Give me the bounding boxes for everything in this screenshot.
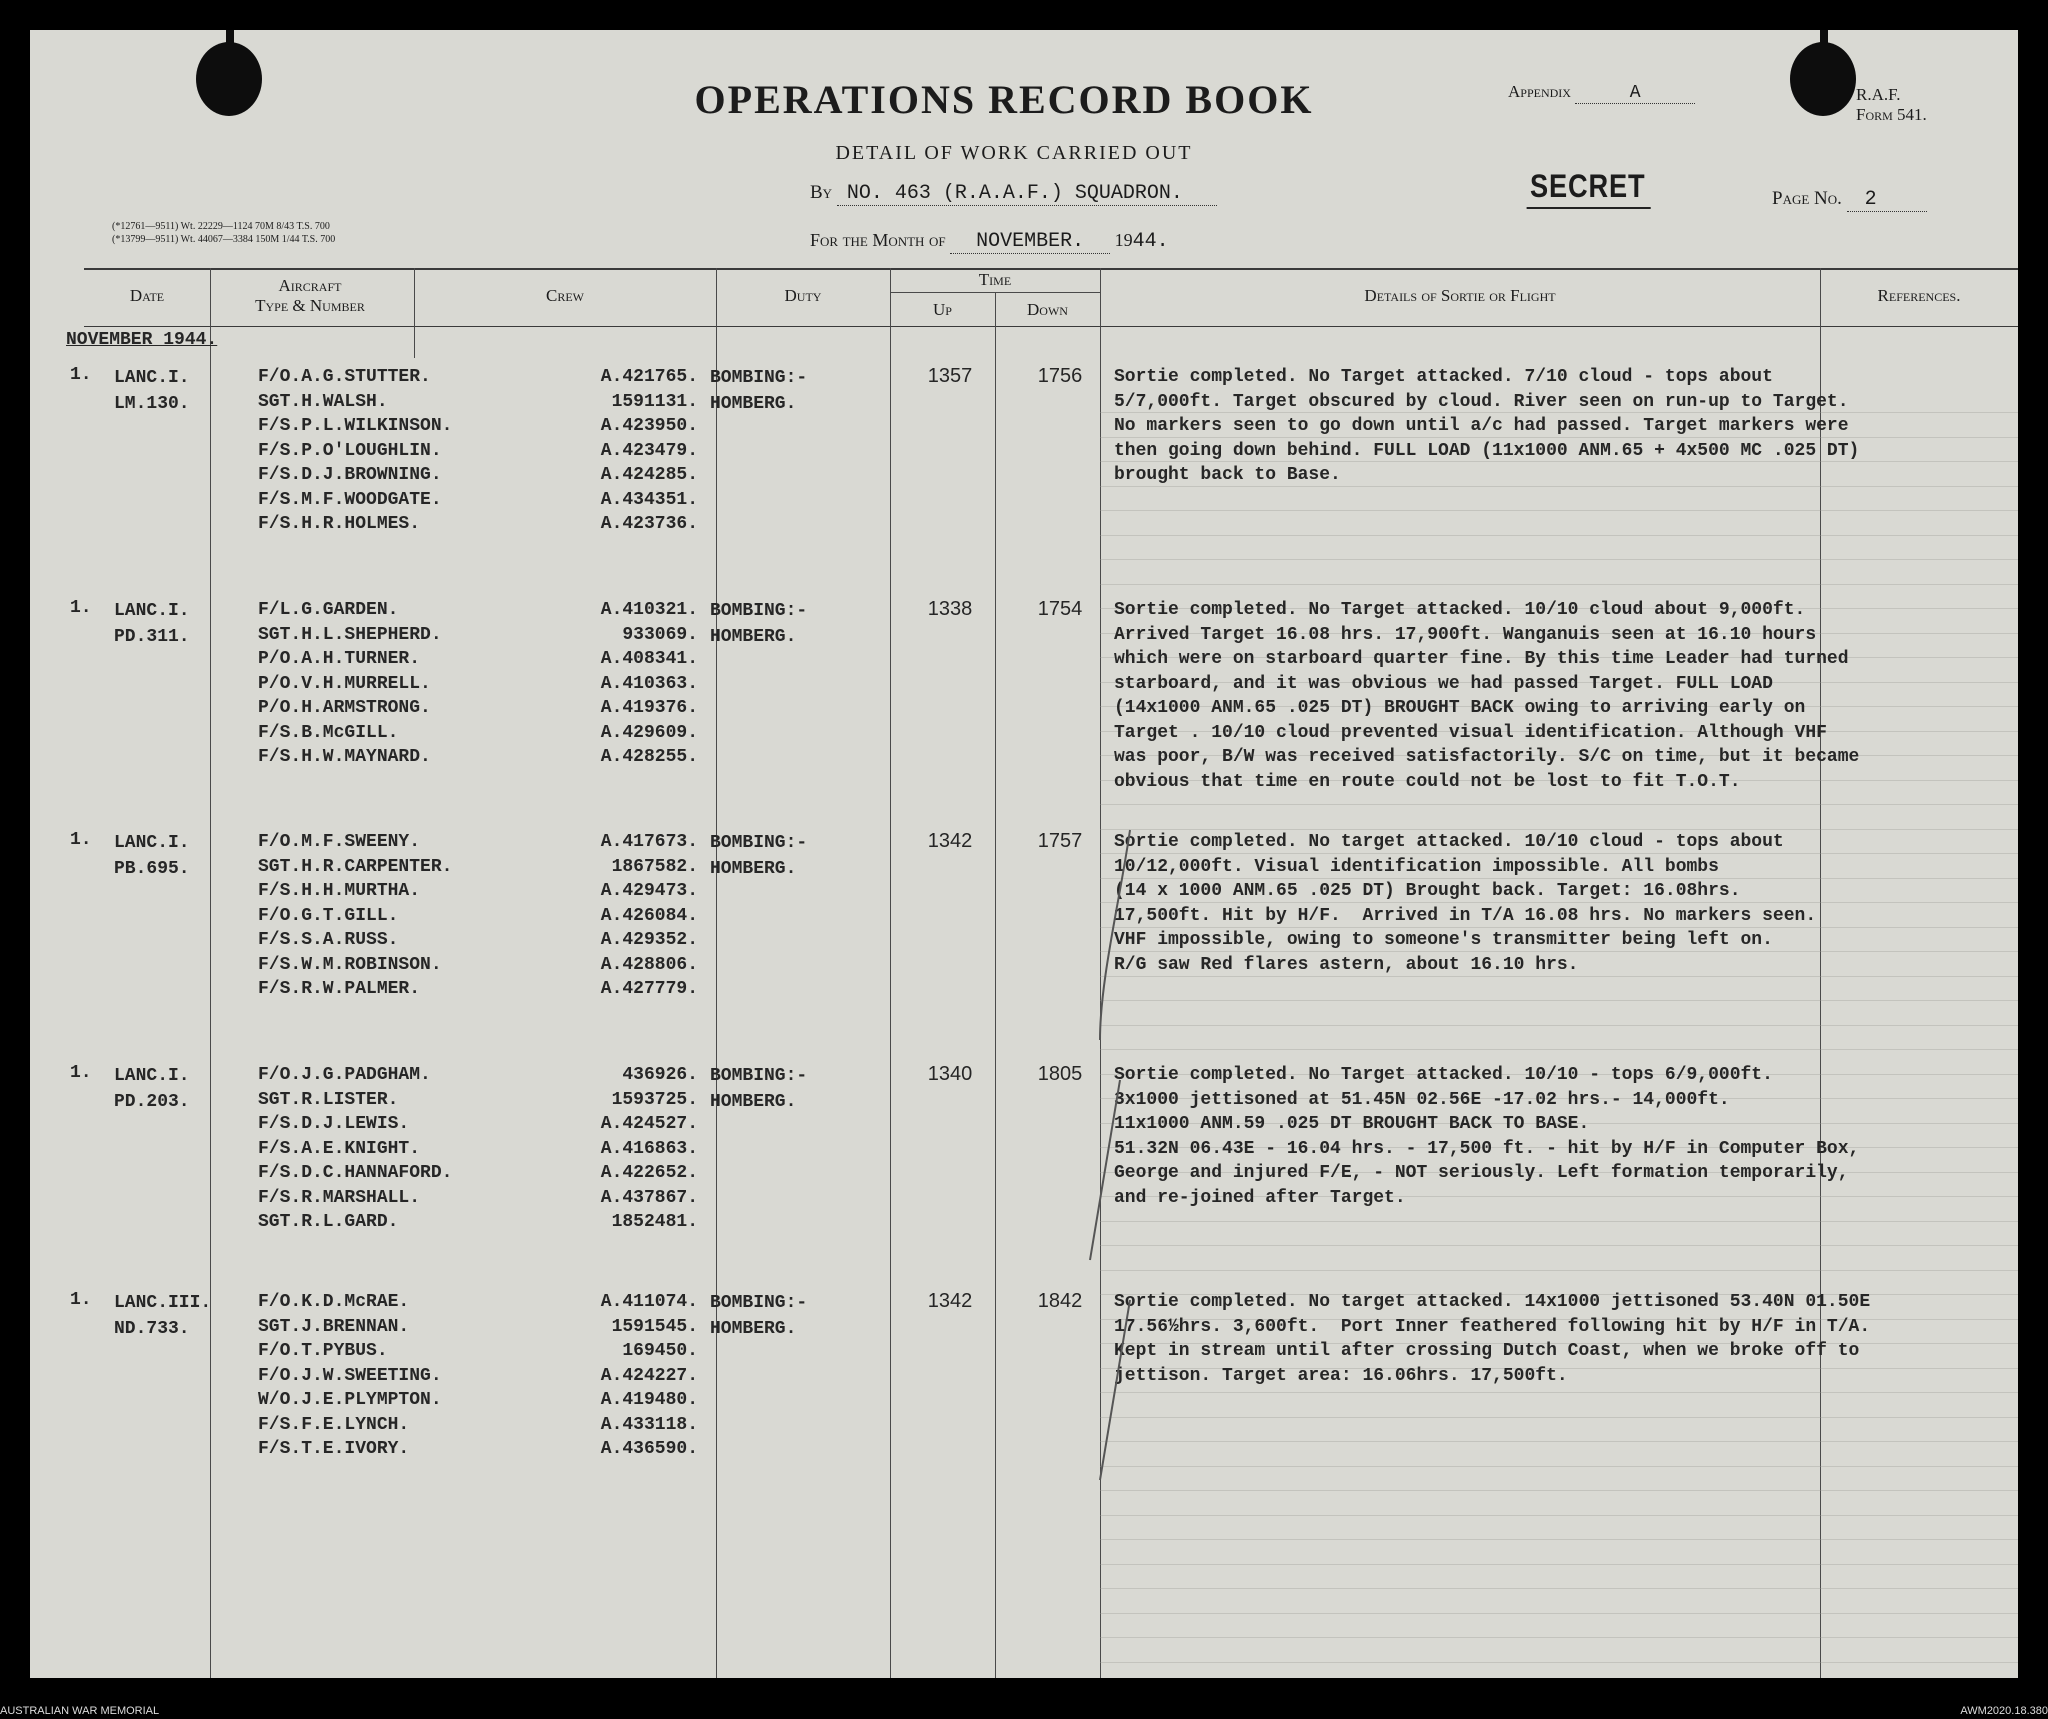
sortie-duty <box>710 598 807 650</box>
time-subheader-rule <box>890 292 1100 293</box>
aircraft-number: PD.311. <box>114 627 190 647</box>
crew-number: 1591131. <box>611 391 698 412</box>
crew-member <box>258 1413 698 1438</box>
crew-name: F/O.K.D.McRAE. <box>258 1292 410 1312</box>
sortie-details: Sortie completed. No Target attacked. 10/10 cloud about 9,000ft. Arrived Target 16.08 hrs. 17,900ft. Wanganuis seen at 16.10 hours which were on starboard quarter fine. By this time Leader had turned starboard, and it was obvious we had passed Target. FULL LOAD (14x1000 ANM.65 .025 DT) BROUGHT BACK owing to arriving early on Target . 10/10 cloud prevented visual identification. Although VHF was poor, B/W was received satisfactorily. S/C on time, but it became obvious that time en route could not be lost to fit T.O.T. <box>1114 600 1860 792</box>
crew-number: A.424527. <box>600 1114 698 1134</box>
ruled-line <box>1100 1049 2018 1050</box>
ruled-line <box>1100 1466 2018 1467</box>
crew-name: P/O.A.H.TURNER. <box>258 649 421 669</box>
form-line-1: R.A.F. <box>1856 85 1901 104</box>
crew-number: A.434351. <box>600 489 698 510</box>
crew-number: A.428255. <box>600 747 698 767</box>
ruled-line <box>1100 804 2018 805</box>
crew-name: F/O.A.G.STUTTER. <box>258 367 431 387</box>
aircraft-header-line-1: Aircraft <box>278 276 342 295</box>
page-number-field <box>1772 188 1927 212</box>
aircraft-number: LM.130. <box>114 394 190 414</box>
crew-name: F/S.H.W.MAYNARD. <box>258 747 431 767</box>
ruled-line <box>1100 1245 2018 1246</box>
crew-member <box>258 953 698 978</box>
crew-member <box>258 1063 698 1088</box>
sortie-time-up: 1338 <box>927 598 973 620</box>
crew-member <box>258 721 698 746</box>
sortie-time-down: 1754 <box>1037 598 1083 620</box>
crew-member <box>258 463 698 488</box>
crew-name: F/S.S.A.RUSS. <box>258 930 399 950</box>
duty-line-2: HOMBERG. <box>710 1092 797 1112</box>
aircraft-type: LANC.I. <box>114 833 190 853</box>
crew-number: A.416863. <box>600 1138 698 1159</box>
crew-name: F/O.G.T.GILL. <box>258 905 399 926</box>
aircraft-number: ND.733. <box>114 1319 190 1339</box>
crew-member <box>258 1186 698 1211</box>
header-bottom-rule <box>84 326 2018 327</box>
print-reference <box>112 220 335 246</box>
column-header-crew: Crew <box>546 286 584 305</box>
form-reference <box>1856 85 1927 125</box>
sortie-crew <box>258 365 698 537</box>
crew-name: F/S.F.E.LYNCH. <box>258 1414 410 1435</box>
crew-number: A.410321. <box>600 600 698 620</box>
ruled-line <box>1100 1441 2018 1442</box>
duty-line-1: BOMBING:- <box>710 1066 808 1086</box>
sortie-time-down: 1805 <box>1037 1063 1083 1085</box>
page-subtitle: DETAIL OF WORK CARRIED OUT <box>835 142 1193 164</box>
crew-member <box>258 904 698 929</box>
appendix-label: Appendix <box>1508 82 1571 101</box>
sortie-date: 1. <box>70 365 92 385</box>
crew-name: F/S.P.L.WILKINSON. <box>258 416 453 436</box>
aircraft-header-line-2: Type & Number <box>255 296 365 315</box>
crew-member <box>258 488 698 513</box>
column-header-references: References. <box>1877 286 1961 305</box>
sortie-time-up: 1342 <box>927 1290 973 1312</box>
aircraft-type: LANC.I. <box>114 1066 190 1086</box>
pencil-annotation <box>1070 820 1150 1670</box>
sortie-date: 1. <box>70 830 92 850</box>
column-header-up: Up <box>933 300 952 319</box>
crew-member <box>258 855 698 880</box>
duty-line-2: HOMBERG. <box>710 627 797 647</box>
crew-number: A.428806. <box>600 954 698 975</box>
crew-name: F/S.B.McGILL. <box>258 722 399 743</box>
crew-number: A.437867. <box>600 1187 698 1208</box>
crew-name: F/S.M.F.WOODGATE. <box>258 489 442 510</box>
ruled-line <box>1100 1564 2018 1565</box>
crew-number: A.422652. <box>600 1163 698 1183</box>
sortie-aircraft <box>114 598 190 650</box>
print-ref-2: (*13799—9511) Wt. 44067—3384 150M 1/44 T.S. 700 <box>112 234 336 245</box>
crew-name: SGT.R.L.GARD. <box>258 1212 399 1232</box>
crew-member <box>258 414 698 439</box>
page-title: OPERATIONS RECORD BOOK <box>694 77 1314 122</box>
col-divider-aircraft <box>414 268 415 358</box>
aircraft-number: PD.203. <box>114 1092 190 1112</box>
year-prefix: 19 <box>1114 230 1133 250</box>
crew-name: F/S.D.J.BROWNING. <box>258 465 442 485</box>
aircraft-type: LANC.I. <box>114 601 190 621</box>
col-divider-time <box>995 292 996 1678</box>
duty-line-2: HOMBERG. <box>710 859 797 879</box>
ruled-line <box>1100 1270 2018 1271</box>
crew-number: A.419480. <box>600 1390 698 1410</box>
sortie-time-up: 1340 <box>927 1063 973 1085</box>
crew-number: 1591545. <box>611 1316 698 1337</box>
ruled-line <box>1100 1588 2018 1589</box>
crew-member <box>258 1315 698 1340</box>
ruled-line <box>1100 1637 2018 1638</box>
crew-number: A.408341. <box>600 649 698 669</box>
crew-name: F/L.G.GARDEN. <box>258 600 399 620</box>
crew-number: A.426084. <box>600 905 698 926</box>
appendix-field <box>1508 82 1695 104</box>
crew-name: W/O.J.E.PLYMPTON. <box>258 1390 442 1410</box>
crew-name: SGT.R.LISTER. <box>258 1089 399 1110</box>
sortie-time-down: 1757 <box>1037 830 1083 852</box>
ruled-line <box>1100 1662 2018 1663</box>
sortie-details: Sortie completed. No target attacked. 14x1000 jettisoned 53.40N 01.50E 17.56½hrs. 3,600ft. Port Inner feathered following hit by H/F in T/A. Kept in stream until after crossing Dutch Coast, when we broke off to jettison. Target area: 16.06hrs. 17,500ft. <box>1114 1292 1871 1386</box>
crew-number: A.419376. <box>600 698 698 718</box>
crew-number: 1867582. <box>611 856 698 877</box>
ruled-line <box>1100 1221 2018 1222</box>
crew-number: 933069. <box>622 624 698 645</box>
crew-name: SGT.H.WALSH. <box>258 391 388 412</box>
duty-line-1: BOMBING:- <box>710 833 808 853</box>
archive-credit: AUSTRALIAN WAR MEMORIAL <box>0 1705 160 1717</box>
sortie-date: 1. <box>70 1290 92 1310</box>
crew-member <box>258 1112 698 1137</box>
column-header-duty: Duty <box>784 286 822 305</box>
form-line-2: Form 541. <box>1856 105 1927 124</box>
crew-member <box>258 928 698 953</box>
year-suffix: 44. <box>1132 230 1169 253</box>
ruled-line <box>1100 535 2018 536</box>
column-header-date: Date <box>129 286 165 305</box>
column-header-details: Details of Sortie or Flight <box>1364 286 1556 305</box>
crew-number: A.423479. <box>600 440 698 461</box>
crew-name: F/S.T.E.IVORY. <box>258 1439 410 1459</box>
ruled-line <box>1100 1000 2018 1001</box>
sortie-details: Sortie completed. No Target attacked. 7/10 cloud - tops about 5/7,000ft. Target obscured by cloud. River seen on run-up to Target. No markers seen to go down until a/c had passed. Target markers were then going down behind. FULL LOAD (11x1000 ANM.65 + 4x500 MC .025 DT) brought back to Base. <box>1114 367 1860 485</box>
crew-name: SGT.H.R.CARPENTER. <box>258 856 453 877</box>
sortie-time-down: 1756 <box>1037 365 1083 387</box>
crew-number: A.411074. <box>600 1292 698 1312</box>
record-sheet <box>30 30 2018 1678</box>
crew-member <box>258 696 698 721</box>
crew-number: A.427779. <box>600 979 698 999</box>
sortie-time-up: 1342 <box>927 830 973 852</box>
squadron-field <box>810 182 1217 206</box>
crew-member <box>258 830 698 855</box>
sortie-duty <box>710 1290 807 1342</box>
month-heading: NOVEMBER 1944. <box>66 330 218 350</box>
duty-line-2: HOMBERG. <box>710 394 797 414</box>
secret-stamp: SECRET <box>1530 168 1646 204</box>
crew-member <box>258 1290 698 1315</box>
crew-member <box>258 623 698 648</box>
page-number-value: 2 <box>1847 188 1927 212</box>
crew-name: F/S.R.W.PALMER. <box>258 979 421 999</box>
page-number-label: Page No. <box>1772 188 1842 209</box>
aircraft-type: LANC.I. <box>114 368 190 388</box>
sortie-aircraft <box>114 1290 211 1342</box>
crew-member <box>258 1437 698 1462</box>
crew-member <box>258 512 698 537</box>
crew-member <box>258 1210 698 1235</box>
crew-number: A.424285. <box>600 465 698 485</box>
crew-number: A.423736. <box>600 514 698 534</box>
ruled-line <box>1100 510 2018 511</box>
crew-member <box>258 977 698 1002</box>
ruled-line <box>1100 1392 2018 1393</box>
month-field <box>810 230 1169 254</box>
ruled-line <box>1100 1417 2018 1418</box>
crew-name: F/S.P.O'LOUGHLIN. <box>258 440 442 461</box>
ruled-line <box>1100 1539 2018 1540</box>
sortie-time-down: 1842 <box>1037 1290 1083 1312</box>
sortie-details: Sortie completed. No Target attacked. 10/10 - tops 6/9,000ft. 3x1000 jettisoned at 51.45N 02.56E -17.02 hrs.- 14,000ft. 11x1000 ANM.59 .025 DT BROUGHT BACK TO BASE. 51.32N 06.43E - 16.04 hrs. - 17,500 ft. - hit by H/F in Computer Box, George and injured F/E, - NOT seriously. Left formation temporarily, and re-joined after Target. <box>1114 1065 1860 1208</box>
crew-number: 169450. <box>622 1341 698 1361</box>
sortie-date: 1. <box>70 598 92 618</box>
crew-number: A.433118. <box>600 1414 698 1435</box>
crew-name: F/O.T.PYBUS. <box>258 1341 388 1361</box>
crew-name: F/O.M.F.SWEENY. <box>258 832 421 852</box>
sortie-duty <box>710 830 807 882</box>
crew-number: A.423950. <box>600 416 698 436</box>
sortie-aircraft <box>114 1063 190 1115</box>
col-divider-duty <box>890 268 891 1678</box>
sortie-crew <box>258 1063 698 1235</box>
sortie-duty <box>710 1063 807 1115</box>
crew-member <box>258 1364 698 1389</box>
by-label: By <box>810 182 833 203</box>
crew-member <box>258 1161 698 1186</box>
crew-member <box>258 365 698 390</box>
month-value: NOVEMBER. <box>950 230 1110 254</box>
crew-number: A.417673. <box>600 832 698 852</box>
crew-name: F/S.D.J.LEWIS. <box>258 1114 410 1134</box>
crew-member <box>258 879 698 904</box>
sortie-aircraft <box>114 365 190 417</box>
sortie-duty <box>710 365 807 417</box>
crew-number: 436926. <box>622 1065 698 1085</box>
crew-member <box>258 745 698 770</box>
crew-number: A.429473. <box>600 881 698 901</box>
crew-member <box>258 1388 698 1413</box>
crew-name: F/S.H.R.HOLMES. <box>258 514 421 534</box>
crew-number: 1593725. <box>611 1089 698 1110</box>
squadron-value: NO. 463 (R.A.A.F.) SQUADRON. <box>837 182 1217 206</box>
duty-line-1: BOMBING:- <box>710 1293 808 1313</box>
crew-member <box>258 672 698 697</box>
month-label: For the Month of <box>810 230 946 250</box>
crew-number: A.429609. <box>600 722 698 743</box>
print-ref-1: (*12761—9511) Wt. 22229—1124 70M 8/43 T.S. 700 <box>112 221 330 232</box>
appendix-value: A <box>1575 83 1695 104</box>
sortie-crew <box>258 1290 698 1462</box>
crew-name: P/O.H.ARMSTRONG. <box>258 698 431 718</box>
ruled-line <box>1100 559 2018 560</box>
crew-name: F/S.R.MARSHALL. <box>258 1187 421 1208</box>
sortie-aircraft <box>114 830 190 882</box>
column-header-aircraft <box>210 276 410 316</box>
crew-name: F/S.H.H.MURTHA. <box>258 881 421 901</box>
ruled-line <box>1100 1490 2018 1491</box>
crew-member <box>258 439 698 464</box>
crew-member <box>258 598 698 623</box>
col-divider-crew <box>716 268 717 1678</box>
crew-name: P/O.V.H.MURRELL. <box>258 673 431 694</box>
crew-member <box>258 1088 698 1113</box>
archive-reference: AWM2020.18.380 <box>1960 1705 2048 1717</box>
crew-name: F/O.J.G.PADGHAM. <box>258 1065 431 1085</box>
crew-member <box>258 1339 698 1364</box>
ruled-line <box>1100 1515 2018 1516</box>
col-divider-date <box>210 268 211 1678</box>
ruled-line <box>1100 1025 2018 1026</box>
crew-number: A.410363. <box>600 673 698 694</box>
sortie-date: 1. <box>70 1063 92 1083</box>
column-header-down: Down <box>1027 300 1068 319</box>
crew-member <box>258 390 698 415</box>
column-header-time: Time <box>978 270 1012 289</box>
crew-name: F/O.J.W.SWEETING. <box>258 1365 442 1386</box>
crew-name: F/S.W.M.ROBINSON. <box>258 954 442 975</box>
duty-line-1: BOMBING:- <box>710 601 808 621</box>
crew-number: A.421765. <box>600 367 698 387</box>
crew-name: F/S.A.E.KNIGHT. <box>258 1138 421 1159</box>
aircraft-type: LANC.III. <box>114 1293 212 1313</box>
crew-name: SGT.H.L.SHEPHERD. <box>258 624 442 645</box>
sortie-crew <box>258 598 698 770</box>
crew-number: A.429352. <box>600 930 698 950</box>
sortie-details: Sortie completed. No target attacked. 10/10 cloud - tops about 10/12,000ft. Visual identification impossible. All bombs (14 x 1000 ANM.65 .025 DT) Brought back. Target: 16.08hrs. 17,500ft. Hit by H/F. Arrived in T/A 16.08 hrs. No markers seen. VHF impossible, owing to someone's transmitter being left on. R/G saw Red flares astern, about 16.10 hrs. <box>1114 832 1817 975</box>
ruled-line <box>1100 1613 2018 1614</box>
ruled-line <box>1100 584 2018 585</box>
sortie-time-up: 1357 <box>927 365 973 387</box>
crew-number: A.436590. <box>600 1439 698 1459</box>
crew-number: A.424227. <box>600 1365 698 1386</box>
crew-member <box>258 1137 698 1162</box>
crew-member <box>258 647 698 672</box>
aircraft-number: PB.695. <box>114 859 190 879</box>
crew-name: SGT.J.BRENNAN. <box>258 1316 410 1337</box>
crew-name: F/S.D.C.HANNAFORD. <box>258 1163 453 1183</box>
sortie-crew <box>258 830 698 1002</box>
duty-line-1: BOMBING:- <box>710 368 808 388</box>
crew-number: 1852481. <box>611 1212 698 1232</box>
duty-line-2: HOMBERG. <box>710 1319 797 1339</box>
